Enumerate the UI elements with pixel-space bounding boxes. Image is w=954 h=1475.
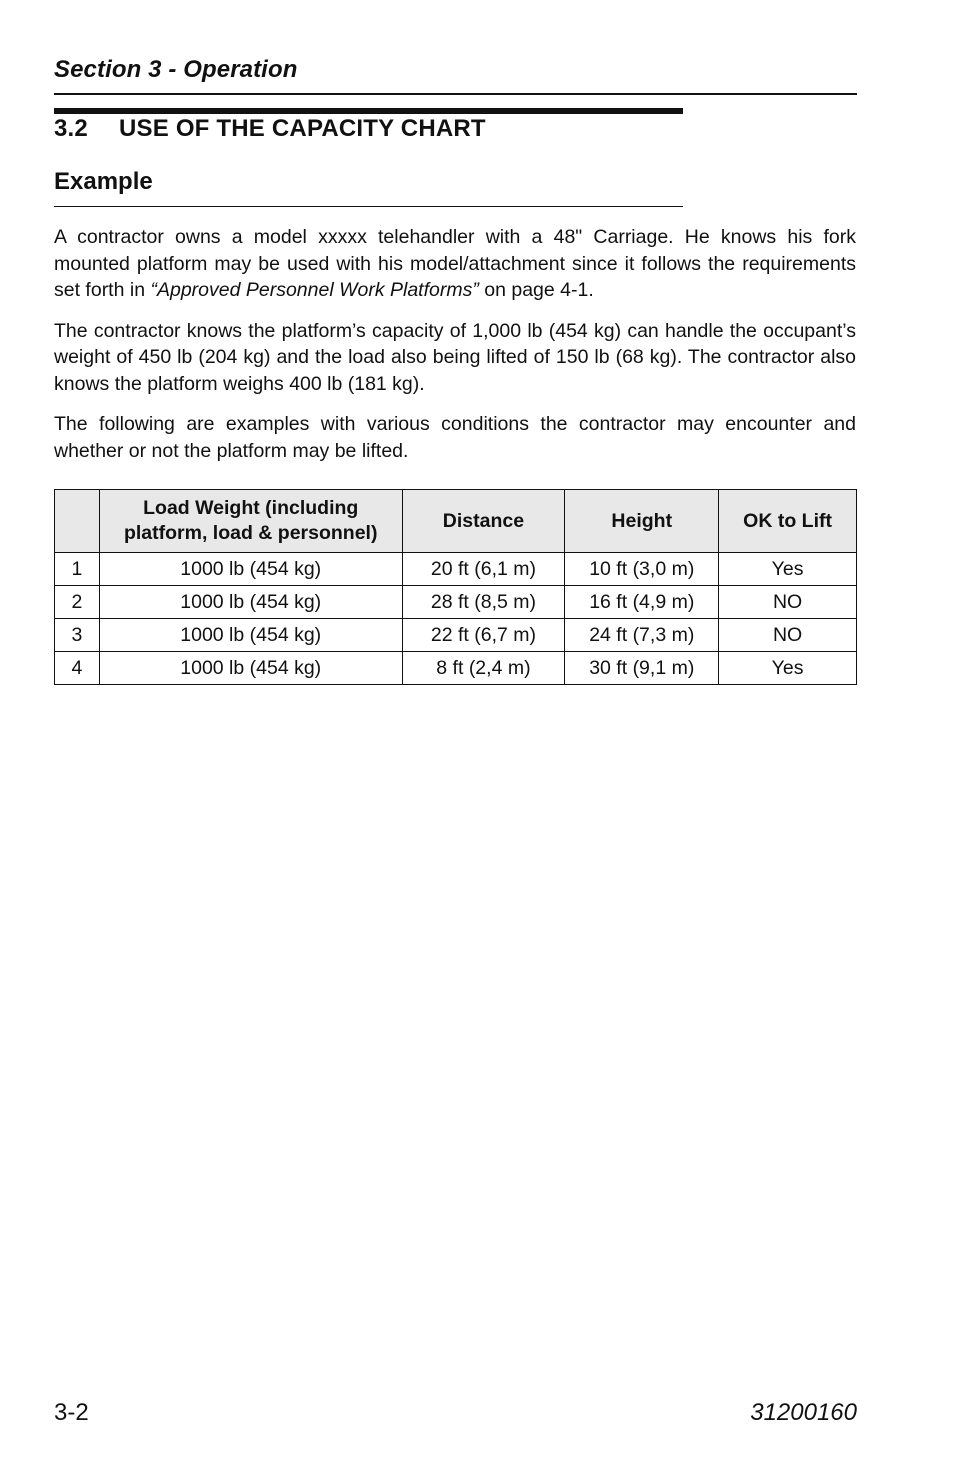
header-divider — [54, 93, 857, 95]
cell-height: 24 ft (7,3 m) — [565, 619, 719, 652]
header-distance: Distance — [402, 490, 565, 553]
cell-height: 16 ft (4,9 m) — [565, 586, 719, 619]
cell-distance: 22 ft (6,7 m) — [402, 619, 565, 652]
cell-distance: 8 ft (2,4 m) — [402, 652, 565, 685]
cell-ok: NO — [719, 619, 857, 652]
subheading-divider — [54, 206, 683, 207]
paragraph-1 — [54, 224, 856, 304]
cell-index: 4 — [55, 652, 100, 685]
cell-index: 3 — [55, 619, 100, 652]
table-row — [55, 553, 857, 586]
heading-bar — [54, 108, 683, 114]
header-load-line-1: Load Weight (including — [143, 497, 359, 519]
cell-load: 1000 lb (454 kg) — [99, 553, 402, 586]
paragraph-1-text-b: on page 4-1. — [478, 279, 594, 301]
table-row — [55, 652, 857, 685]
header-ok-to-lift: OK to Lift — [719, 490, 857, 553]
table-header-row — [55, 490, 857, 553]
cell-height: 10 ft (3,0 m) — [565, 553, 719, 586]
section-heading — [54, 115, 486, 143]
reference-link: “Approved Personnel Work Platforms” — [150, 279, 479, 301]
cell-height: 30 ft (9,1 m) — [565, 652, 719, 685]
subheading-example: Example — [54, 168, 153, 195]
paragraph-3: The following are examples with various conditions the contractor may encounter and whether or not the platform may be lifted. — [54, 413, 856, 462]
header-load-line-2: platform, load & personnel) — [123, 522, 378, 544]
table-row — [55, 586, 857, 619]
section-header: Section 3 - Operation — [54, 56, 298, 83]
table-row — [55, 619, 857, 652]
document-number: 31200160 — [750, 1399, 857, 1426]
cell-distance: 28 ft (8,5 m) — [402, 586, 565, 619]
cell-ok: Yes — [719, 652, 857, 685]
heading-number: 3.2 — [54, 115, 88, 142]
cell-ok: Yes — [719, 553, 857, 586]
capacity-examples-table — [54, 489, 857, 685]
body-text — [54, 224, 856, 464]
heading-title: USE OF THE CAPACITY CHART — [119, 115, 486, 142]
cell-load: 1000 lb (454 kg) — [99, 619, 402, 652]
cell-distance: 20 ft (6,1 m) — [402, 553, 565, 586]
cell-ok: NO — [719, 586, 857, 619]
page-number: 3-2 — [54, 1399, 89, 1426]
cell-index: 2 — [55, 586, 100, 619]
paragraph-1-text-a: A contractor owns a model xxxxx telehandler with a 48" Carriage. He knows his fork mounted platform may be used with his model/attachment since it follows the requirements set forth in — [54, 226, 856, 301]
paragraph-2: The contractor knows the platform’s capacity of 1,000 lb (454 kg) can handle the occupant’s weight of 450 lb (204 kg) and the load also being lifted of 150 lb (68 kg). The contractor also knows the platform weighs 400 lb (181 kg). — [54, 319, 856, 395]
header-height: Height — [565, 490, 719, 553]
cell-index: 1 — [55, 553, 100, 586]
header-index — [55, 490, 100, 553]
header-load-weight — [99, 490, 402, 553]
cell-load: 1000 lb (454 kg) — [99, 652, 402, 685]
cell-load: 1000 lb (454 kg) — [99, 586, 402, 619]
